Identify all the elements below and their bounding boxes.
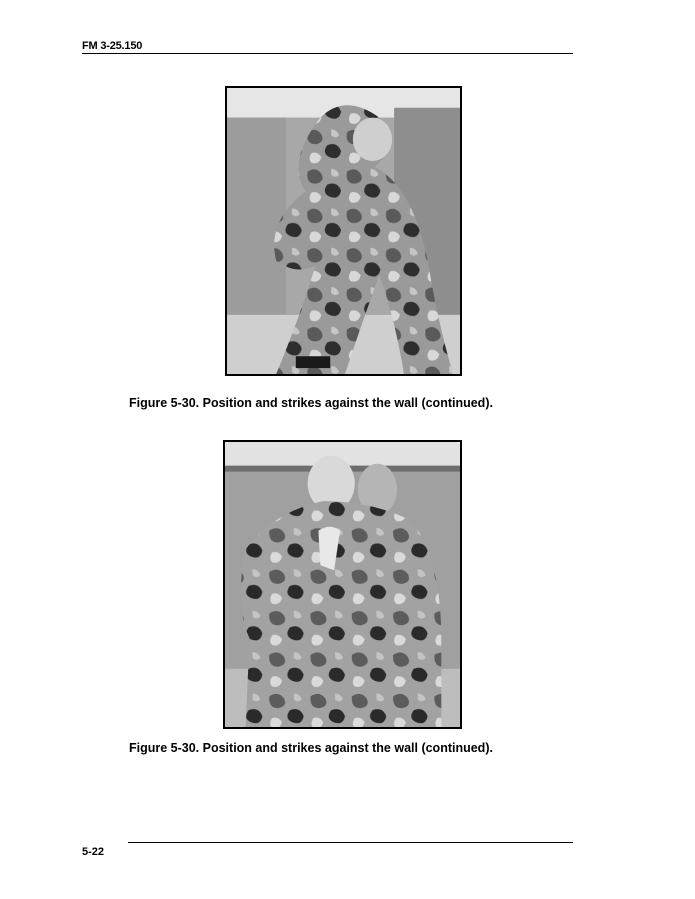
figure-photo-1 bbox=[225, 86, 462, 376]
header-rule bbox=[82, 53, 573, 54]
running-header: FM 3-25.150 bbox=[82, 40, 143, 52]
figure-photo-2 bbox=[223, 440, 462, 729]
figure-caption-1: Figure 5-30. Position and strikes against the wall (continued). bbox=[129, 396, 493, 410]
figure-caption-2: Figure 5-30. Position and strikes against the wall (continued). bbox=[129, 741, 493, 755]
footer-rule bbox=[128, 842, 573, 843]
page-number: 5-22 bbox=[82, 846, 105, 858]
